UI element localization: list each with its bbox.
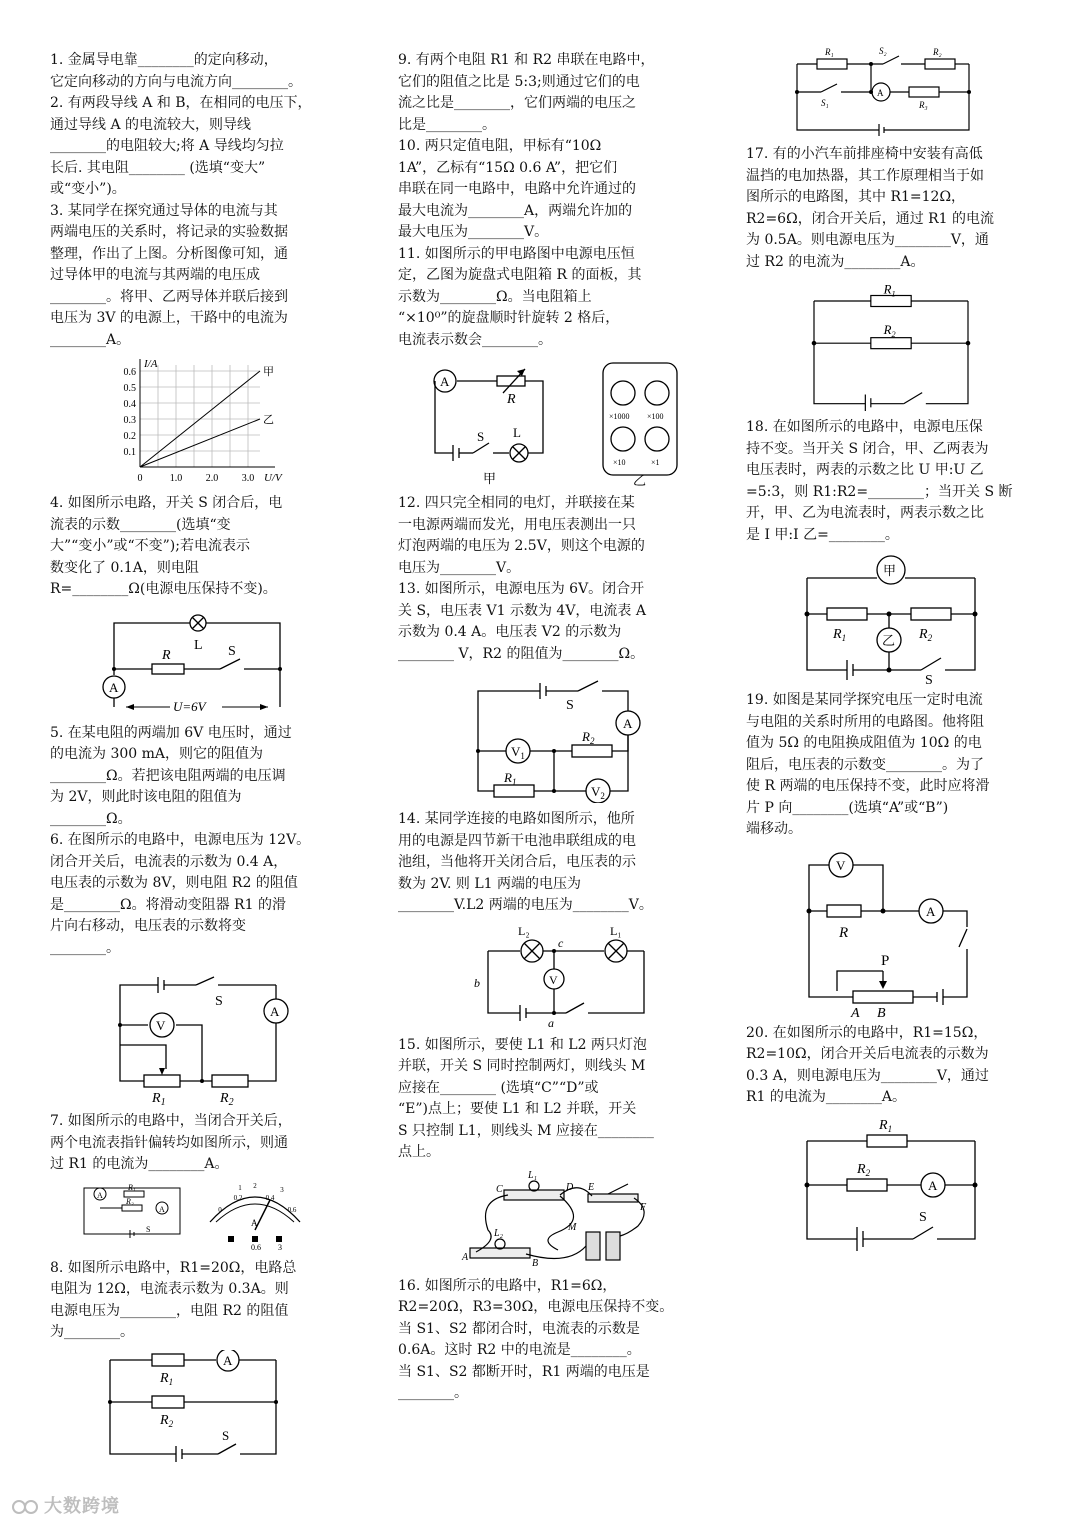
question-17: 17. 有的小汽车前排座椅中安装有高低 温挡的电加热器，其工作原理相当于如 图所示的电路图，其中 R1=12Ω， R2=6Ω，闭合开关后，通过 R1 的电流 为 0.5A。则电源电压为________V，通 过 R2 的电流为________A。: [746, 146, 995, 270]
svg-text:A: A: [851, 1005, 860, 1017]
circuit-15: [438, 1170, 658, 1270]
circuit-20: [801, 1115, 981, 1255]
svg-text:V1: $V_1$: [511, 744, 525, 761]
svg-text:C: C: [496, 1183, 503, 1195]
svg-text:3.0: 3.0: [241, 473, 255, 484]
svg-text:A: A: [223, 1352, 233, 1368]
svg-text:S: S: [919, 1209, 927, 1225]
svg-text:0: 0: [137, 473, 143, 484]
svg-text:S: S: [222, 1427, 230, 1443]
svg-text:乙: 乙: [263, 414, 274, 426]
question-16: 16. 如图所示的电路中，R1=6Ω， R2=20Ω，R3=30Ω，电源电压保持不变。 当 S1、S2 都闭合时，电流表的示数是 0.6A。这时 R2 中的电流是________。 当 S1、S2 都断开时，R1 两端的电压是 ________。: [398, 1277, 674, 1401]
watermark-logo-icon: [12, 1497, 40, 1517]
watermark: [12, 1492, 120, 1518]
svg-text:R₃: R₃: [919, 100, 928, 110]
svg-text:0.2: 0.2: [123, 431, 136, 442]
svg-text:A: A: [877, 88, 884, 98]
svg-text:U/V: U/V: [264, 472, 282, 484]
svg-text:S: S: [566, 698, 574, 713]
svg-text:0.6: 0.6: [287, 1205, 297, 1214]
circuit-6: [100, 965, 300, 1105]
svg-text:L₁: L₁: [610, 923, 622, 938]
svg-text:S₁: S₁: [821, 98, 829, 108]
svg-text:R1: $R_1$: [504, 770, 517, 787]
question-13: 13. 如图所示，电源电压为 6V。闭合开 关 S，电压表 V1 示数为 4V，电流表 A 示数为 0.4 A。电压表 V2 的示数为 ________ V，R2 的阻值为________Ω。: [398, 581, 646, 662]
svg-text:R2: $R_2$: [919, 627, 933, 643]
svg-text:甲: 甲: [483, 471, 497, 486]
svg-text:S: S: [146, 1224, 151, 1234]
svg-text:2: 2: [253, 1181, 257, 1190]
watermark-text: 大数跨境: [44, 1496, 120, 1517]
svg-text:R2: $R_2$: [582, 729, 595, 746]
svg-text:×1000: ×1000: [609, 412, 630, 421]
circuit-13: [448, 671, 648, 803]
svg-text:A: A: [462, 1251, 469, 1263]
svg-text:E: E: [588, 1181, 595, 1193]
svg-text:A: A: [440, 374, 450, 389]
svg-text:0: 0: [218, 1205, 222, 1214]
circuit-4: [100, 607, 300, 717]
column-2: [398, 50, 698, 1405]
question-15: 15. 如图所示，要使 L1 和 L2 两只灯泡 并联，开关 S 同时控制两灯，则线头 M 应接在________ (选填“C”“D”或 “E”)点上；要使 L1 和 L2 并联，开关 S 只控制 L1，则线头 M 应接在________ 点上。: [398, 1036, 654, 1160]
svg-text:×100: ×100: [647, 412, 664, 421]
svg-text:R: R: [162, 647, 171, 663]
question-12: 12. 四只完全相同的电灯，并联接在某 一电源两端而发光，用电压表测出一只 灯泡两端的电压为 2.5V，则这个电源的 电压为________V。: [398, 495, 645, 576]
svg-text:R1: $R_1$: [160, 1370, 174, 1387]
resistor-label: $R_1$: [883, 282, 896, 299]
svg-text:a: a: [548, 1015, 554, 1029]
svg-text:P: P: [881, 952, 890, 969]
question-6: 6. 在图所示的电路中，电源电压为 12V。 闭合开关后，电流表的示数为 0.4 A， 电压表的示数为 8V，则电阻 R2 的阻值 是________Ω。将滑动变阻器 R1 的滑 片向右移动，电压表的示数将变 ________。: [50, 832, 311, 956]
question-10: 10. 两只定值电阻，甲标有“10Ω 1A”，乙标有“15Ω 0.6 A”，把它们 串联在同一电路中，电路中允许通过的 最大电流为________A，两端允许加的 最大电压为________V。: [398, 138, 636, 240]
svg-text:R1: $R_1$: [152, 1091, 166, 1105]
column-1: [50, 50, 350, 1468]
svg-text:S₂: S₂: [879, 46, 887, 56]
svg-text:R₂: R₂: [126, 1196, 134, 1206]
svg-text:A: A: [926, 903, 936, 919]
svg-text:A: A: [251, 1217, 258, 1228]
svg-text:M: M: [568, 1221, 577, 1233]
svg-text:0.4: 0.4: [123, 399, 136, 410]
svg-text:F: F: [640, 1201, 647, 1213]
svg-text:R₂: R₂: [933, 47, 942, 57]
svg-text:L₂: L₂: [494, 1227, 504, 1239]
svg-text:R1: $R_1$: [833, 627, 847, 643]
svg-text:R: R: [507, 392, 516, 407]
question-3: 3. 某同学在探究通过导体的电流与其 两端电压的关系时，将记录的实验数据 整理，作出了上图。分析图像可知，通 过导体甲的电流与其两端的电压成 ________。将甲、乙两导体并联后接到 电压为 3V 的电源上，干路中的电流为 ________A。: [50, 202, 288, 348]
question-5: 5. 在某电阻的两端加 6V 电压时，通过 的电流为 300 mA，则它的阻值为 ________Ω。若把该电阻两端的电压调 为 2V，则此时该电阻的阻值为 ________Ω。: [50, 724, 292, 827]
svg-text:U=6V: U=6V: [173, 698, 206, 714]
svg-text:B: B: [877, 1005, 886, 1017]
question-4: 4. 如图所示电路，开关 S 闭合后，电 流表的示数________(选填“变 大”“变小”或“不变”);若电流表示 数变化了 0.1A，则电阻 R=________Ω(电源电压保持不变)。: [50, 495, 283, 597]
svg-text:R₁: R₁: [825, 47, 834, 57]
svg-text:甲: 甲: [883, 563, 897, 578]
svg-text:V: V: [549, 972, 558, 987]
svg-text:0.1: 0.1: [123, 447, 136, 458]
svg-text:乙: 乙: [633, 473, 647, 487]
svg-text:V2: $V_2$: [591, 784, 605, 801]
question-9: 9. 有两个电阻 R1 和 R2 串联在电路中， 它们的阻值之比是 5:3;则通过它们的电 流之比是________，它们两端的电压之 比是________。: [398, 52, 655, 133]
svg-text:A: A: [928, 1177, 938, 1193]
svg-text:0.6: 0.6: [123, 367, 136, 378]
circuit-8: [100, 1350, 300, 1462]
circuit-14: [448, 923, 648, 1029]
svg-text:0.5: 0.5: [123, 383, 136, 394]
column-3: [746, 46, 1036, 1261]
svg-text:R2: $R_2$: [857, 1161, 871, 1178]
question-7: 7. 如图所示的电路中，当闭合开关后， 两个电流表指针偏转均如图所示，则通 过 R1 的电流为________A。: [50, 1113, 292, 1172]
circuit-16: [791, 46, 991, 138]
svg-text:A: A: [623, 716, 633, 731]
question-2: 2. 有两段导线 A 和 B，在相同的电压下， 通过导线 A 的电流较大，则导线 ________的电阻较大;将 A 导线均匀拉 长后. 其电阻________ (选填“变大” 或“变小”)。: [50, 95, 312, 197]
circuit-18: [801, 552, 981, 684]
resistor-label: $R_2$: [883, 323, 896, 339]
svg-text:L: L: [194, 637, 203, 653]
circuit-7: [70, 1182, 330, 1252]
svg-text:A: A: [109, 679, 119, 695]
svg-text:1.0: 1.0: [169, 473, 183, 484]
svg-text:L₁: L₁: [528, 1169, 538, 1181]
svg-text:乙: 乙: [882, 633, 896, 648]
svg-text:b: b: [474, 975, 480, 990]
svg-text:0.3: 0.3: [123, 415, 136, 426]
svg-text:0.4: 0.4: [265, 1193, 275, 1202]
svg-text:I/A: I/A: [144, 358, 158, 370]
svg-text:S: S: [477, 429, 485, 444]
question-1: 1. 金属导电靠________的定向移动， 它定向移动的方向与电流方向________。: [50, 52, 302, 90]
svg-text:1: 1: [238, 1183, 242, 1192]
circuit-17: [801, 279, 981, 411]
question-18: 18. 在如图所示的电路中，电源电压保 持不变。当开关 S 闭合，甲、乙两表为 电压表时，两表的示数之比 U 甲:U 乙 =5:3，则 R1:R2=________；当开关 S 断 开，甲、乙为电流表时，两表示数之比 是 I 甲:I 乙=________。: [746, 419, 1013, 543]
circuit-19: [801, 847, 981, 1017]
question-14: 14. 某同学连接的电路如图所示，他所 用的电源是四节新干电池串联组成的电 池组，当他将开关闭合后，电压表的示 数为 2V. 则 L1 两端的电压为 ________V.L2 两端的电压为________V。: [398, 811, 653, 913]
svg-text:0.6: 0.6: [251, 1242, 261, 1252]
question-11: 11. 如图所示的甲电路图中电源电压恒 定，乙图为旋盘式电阻箱 R 的面板，其 示数为________Ω。当电阻箱上 “×10⁰”的旋盘顺时针旋转 2 格后， 电流表示数会________。: [398, 245, 642, 348]
svg-text:×10: ×10: [613, 458, 626, 467]
circuit-11: [413, 357, 683, 487]
svg-text:V: V: [836, 857, 846, 873]
svg-text:甲: 甲: [263, 366, 274, 378]
question-19: 19. 如图是某同学探究电压一定时电流 与电阻的关系时所用的电路图。他将阻 值为 5Ω 的电阻换成阻值为 10Ω 的电 阻后，电压表的示数变________。为了 使 R 两端的电压保持不变，此时应将滑 片 P 向________(选填“A”或“B”) 端移动。: [746, 692, 990, 837]
svg-text:R1: $R_1$: [879, 1117, 893, 1134]
svg-text:3: 3: [278, 1242, 282, 1252]
svg-text:V: V: [156, 1018, 166, 1033]
svg-text:L₂: L₂: [518, 923, 530, 938]
svg-text:R2: $R_2$: [160, 1412, 174, 1429]
iu-graph: [100, 357, 300, 487]
svg-text:R2: $R_2$: [220, 1091, 234, 1105]
question-20: 20. 在如图所示的电路中，R1=15Ω， R2=10Ω，闭合开关后电流表的示数为 0.3 A，则电源电压为________V，通过 R1 的电流为________A。: [746, 1024, 989, 1105]
svg-text:S: S: [925, 673, 933, 684]
question-8: 8. 如图所示电路中，R1=20Ω，电路总 电阻为 12Ω，电流表示数为 0.3A。则 电源电压为________，电阻 R2 的阻值 为________。: [50, 1259, 297, 1340]
svg-text:L: L: [513, 425, 521, 440]
svg-text:R: R: [839, 924, 849, 941]
svg-text:R₁: R₁: [128, 1182, 136, 1192]
svg-text:S: S: [228, 643, 236, 659]
svg-text:A: A: [97, 1190, 103, 1200]
svg-text:S: S: [215, 994, 223, 1009]
svg-text:0.2: 0.2: [233, 1193, 243, 1202]
svg-text:B: B: [532, 1257, 539, 1269]
svg-text:D: D: [566, 1181, 574, 1193]
svg-text:3: 3: [280, 1185, 284, 1194]
svg-text:A: A: [159, 1204, 165, 1214]
svg-text:c: c: [558, 935, 564, 950]
svg-text:A: A: [270, 1004, 280, 1019]
svg-text:×1: ×1: [651, 458, 660, 467]
svg-text:2.0: 2.0: [205, 473, 219, 484]
